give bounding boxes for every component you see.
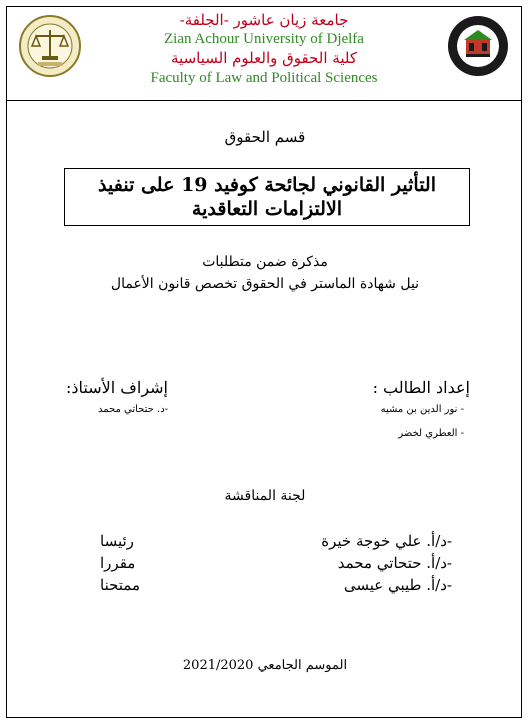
thesis-title-line-1: التأثير القانوني لجائحة كوفيد 19 على تنفيذ [98, 174, 436, 196]
committee-title: لجنة المناقشة [224, 488, 306, 504]
committee-member-name: -د/أ. حتحاتي محمد [337, 554, 452, 572]
faculty-name-en: Faculty of Law and Political Sciences [150, 70, 378, 86]
committee-member-name: -د/أ. طيبي عيسى [343, 576, 452, 594]
university-name-en: Zian Achour University of Djelfa [164, 31, 364, 47]
thesis-title-line-2: الالتزامات التعاقدية [191, 198, 343, 220]
academic-season: الموسم الجامعي 2021/2020 [182, 658, 348, 673]
university-seal-icon [446, 14, 510, 78]
department-name: قسم الحقوق [224, 128, 306, 146]
memo-statement-1: مذكرة ضمن متطلبات [202, 254, 328, 270]
committee-member-role: مقررا [100, 554, 136, 572]
faculty-name-ar: كلية الحقوق والعلوم السياسية [171, 49, 357, 67]
page-border [6, 6, 522, 718]
supervisor-heading: إشراف الأستاذ: [66, 378, 168, 397]
institution-header [96, 10, 432, 88]
memo-statement-2: نيل شهادة الماستر في الحقوق تخصص قانون الأعمال [110, 276, 420, 292]
committee-member-name: -د/أ. علي خوجة خيرة [321, 532, 452, 550]
university-name-ar: جامعة زيان عاشور -الجلفة- [179, 11, 349, 29]
header-divider [6, 100, 522, 101]
faculty-emblem-icon [18, 14, 82, 78]
committee-member-role: ممتحنا [100, 576, 141, 594]
committee-member-role: رئيسا [100, 532, 134, 550]
student-name: - نور الدين بن مشيه [380, 404, 464, 415]
header [6, 10, 522, 105]
student-name: - العطري لخضر [398, 428, 464, 439]
thesis-title-box [64, 168, 470, 226]
supervisor-name: -د. حتحاتي محمد [98, 404, 169, 415]
students-heading: إعداد الطالب : [372, 378, 470, 397]
